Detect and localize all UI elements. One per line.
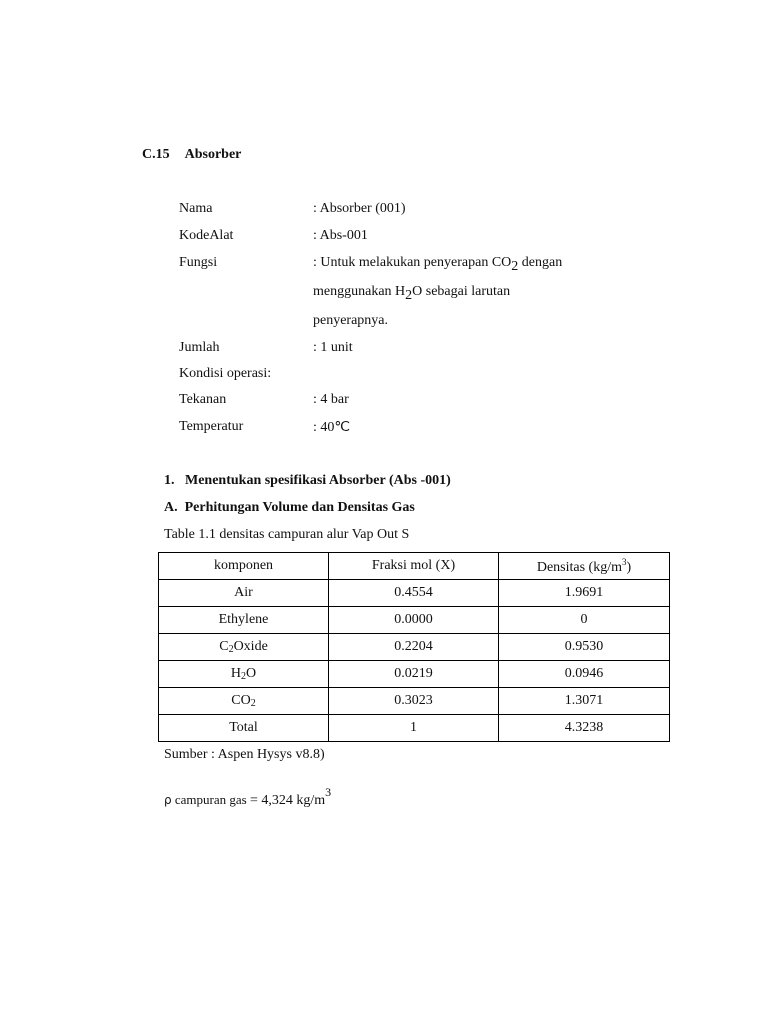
table-total-row: [159, 715, 670, 742]
table-row: [159, 661, 670, 688]
cell-fraksi: 0.4554: [329, 580, 499, 607]
formula-sup: 3: [325, 785, 332, 799]
spec-label-jumlah: Jumlah: [179, 340, 220, 355]
table-row: [159, 580, 670, 607]
spec-label-tekanan: Tekanan: [179, 392, 227, 407]
header-densitas: Densitas $(kg/m^3)$: [499, 553, 670, 580]
formula-value: = 4,324 kg/m: [249, 793, 326, 808]
cell-fraksi: 0.2204: [329, 634, 499, 661]
table-header-row: [159, 553, 670, 580]
heading-1: 1. Menentukan spesifikasi Absorber (Abs -001): [164, 473, 451, 488]
cell-komponen: $CO_2$: [159, 688, 329, 715]
heading-a: A. Perhitungan Volume dan Densitas Gas: [164, 500, 415, 515]
header-komponen: komponen: [159, 553, 329, 580]
cell-densitas: 1.9691: [499, 580, 670, 607]
table-source: Sumber : Aspen Hysys v8.8): [164, 747, 325, 762]
cell-densitas: 0.0946: [499, 661, 670, 688]
table-row: [159, 607, 670, 634]
spec-value-jumlah: : 1 unit: [313, 340, 353, 355]
spec-label-kodealat: KodeAlat: [179, 228, 234, 243]
spec-value-fungsi-line1: : Untuk melakukan penyerapan $CO_2$ dengan: [313, 255, 563, 274]
formula-text: campuran gas: [171, 792, 250, 807]
section-number: C.15: [142, 147, 170, 162]
cell-komponen: Air: [159, 580, 329, 607]
cell-komponen: $C_2Oxide$: [159, 634, 329, 661]
spec-value-fungsi-line3: penyerapnya.: [313, 313, 389, 328]
spec-label-kondisi: Kondisi operasi:: [179, 366, 272, 381]
cell-densitas: 4.3238: [499, 715, 670, 742]
density-formula: [164, 785, 331, 809]
table-caption: Table 1.1 densitas campuran alur Vap Out S: [164, 527, 410, 542]
cell-fraksi: 0.0000: [329, 607, 499, 634]
spec-value-kodealat: : Abs-001: [313, 228, 368, 243]
spec-value-nama: : Absorber (001): [313, 201, 406, 216]
spec-value-fungsi-line2: menggunakan $H_2O$ sebagai larutan: [313, 284, 511, 303]
cell-komponen: Total: [159, 715, 329, 742]
cell-densitas: 0: [499, 607, 670, 634]
cell-fraksi: 0.0219: [329, 661, 499, 688]
table-row: [159, 688, 670, 715]
cell-komponen: $H_2O$: [159, 661, 329, 688]
cell-fraksi: 1: [329, 715, 499, 742]
spec-label-nama: Nama: [179, 201, 213, 216]
section-heading: [142, 147, 241, 163]
spec-value-tekanan: : 4 bar: [313, 392, 349, 407]
density-table: [158, 552, 670, 742]
cell-densitas: 0.9530: [499, 634, 670, 661]
spec-label-fungsi: Fungsi: [179, 255, 218, 270]
table-row: [159, 634, 670, 661]
cell-densitas: 1.3071: [499, 688, 670, 715]
cell-komponen: Ethylene: [159, 607, 329, 634]
rho-symbol: ρ: [164, 793, 172, 807]
cell-fraksi: 0.3023: [329, 688, 499, 715]
header-fraksi: Fraksi mol (X): [329, 553, 499, 580]
spec-value-temperatur: : 40℃: [313, 420, 351, 435]
section-title: Absorber: [184, 147, 242, 162]
spec-label-temperatur: Temperatur: [179, 419, 244, 434]
